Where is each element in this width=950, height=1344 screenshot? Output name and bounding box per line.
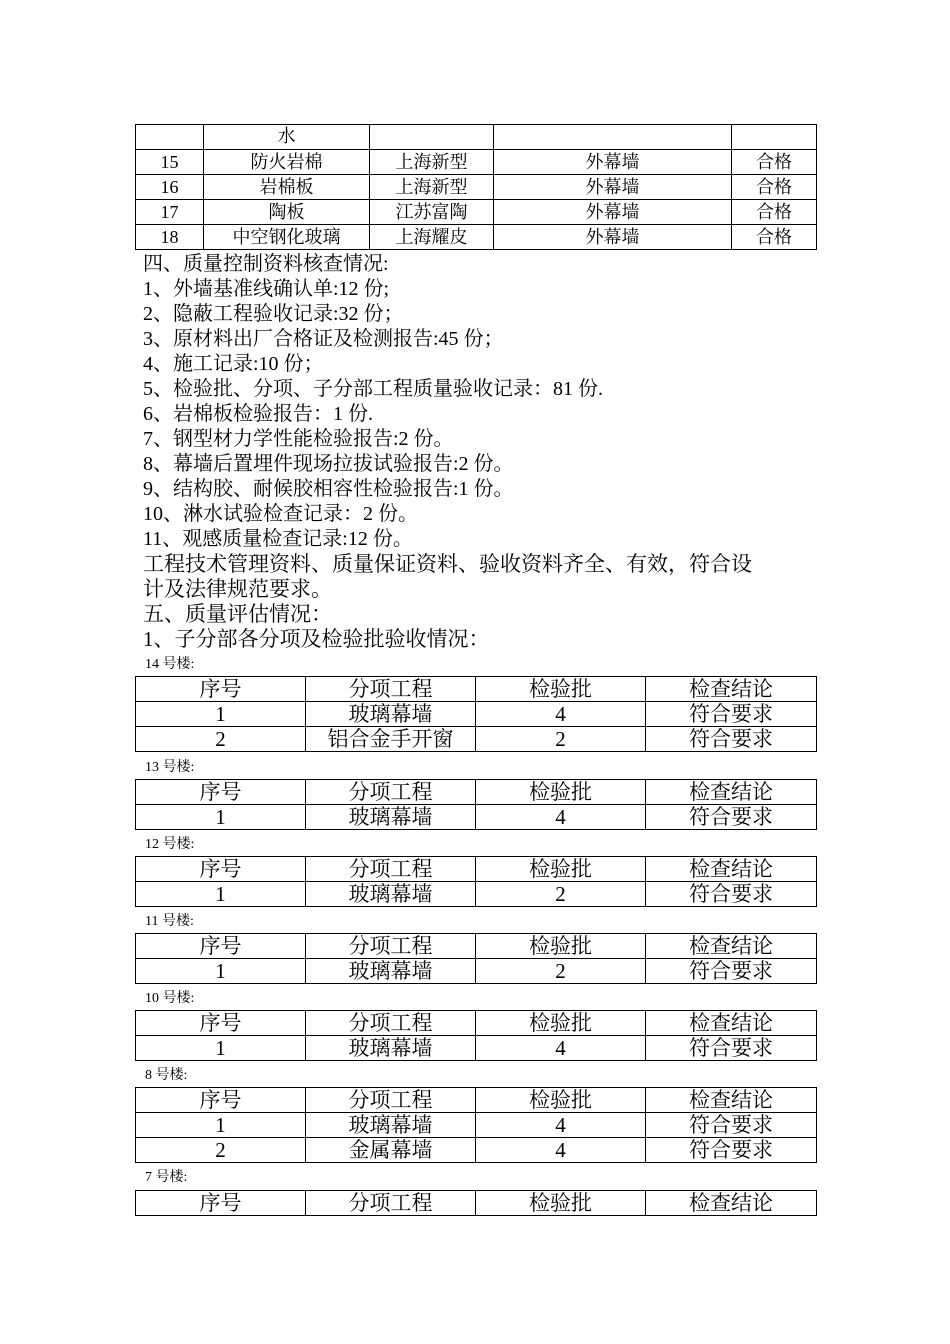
table-cell: 陶板	[204, 200, 370, 225]
table-cell: 水	[204, 125, 370, 150]
table-header-row	[136, 857, 817, 882]
section4-item: 3、原材料出厂合格证及检测报告:45 份；	[143, 328, 504, 350]
header-cell: 分项工程	[306, 857, 476, 882]
table-cell	[370, 125, 494, 150]
header-cell: 分项工程	[306, 1011, 476, 1036]
section4-heading: 四、质量控制资料核查情况:	[143, 253, 389, 275]
table-cell: 外幕墙	[494, 200, 732, 225]
section4-item: 6、岩棉板检验报告：1 份.	[143, 403, 373, 425]
table-cell: 符合要求	[646, 959, 817, 984]
building-label: 13 号楼:	[145, 760, 195, 775]
table-row	[136, 702, 817, 727]
table-row	[136, 225, 817, 250]
header-cell: 检查结论	[646, 934, 817, 959]
section4-item: 10、淋水试验检查记录：2 份。	[143, 503, 418, 525]
section4-item: 8、幕墙后置埋件现场拉拔试验报告:2 份。	[143, 453, 514, 475]
section4-item: 1、外墙基准线确认单:12 份;	[143, 278, 390, 300]
table-cell: 15	[136, 150, 204, 175]
section4-summary: 工程技术管理资料、质量保证资料、验收资料齐全、有效，符合设	[143, 552, 752, 576]
table-cell: 玻璃幕墙	[306, 1113, 476, 1138]
table-cell: 1	[136, 882, 306, 907]
header-cell: 序号	[136, 677, 306, 702]
materials-table	[135, 124, 817, 250]
section4-summary: 计及法律规范要求。	[143, 577, 332, 601]
table-row	[136, 175, 817, 200]
inspection-table	[135, 856, 817, 907]
table-row	[136, 1036, 817, 1061]
table-cell: 2	[476, 959, 646, 984]
table-cell: 1	[136, 1113, 306, 1138]
header-cell: 检验批	[476, 1191, 646, 1216]
table-row	[136, 150, 817, 175]
table-cell: 2	[136, 727, 306, 752]
header-cell: 检验批	[476, 1011, 646, 1036]
building-label: 12 号楼:	[145, 837, 195, 852]
inspection-table	[135, 933, 817, 984]
table-row	[136, 727, 817, 752]
table-cell: 上海新型	[370, 175, 494, 200]
header-cell: 检查结论	[646, 1088, 817, 1113]
table-cell: 4	[476, 1036, 646, 1061]
table-cell: 1	[136, 1036, 306, 1061]
table-cell: 外幕墙	[494, 225, 732, 250]
table-cell: 1	[136, 959, 306, 984]
table-cell: 外幕墙	[494, 150, 732, 175]
table-cell: 符合要求	[646, 805, 817, 830]
table-header-row	[136, 934, 817, 959]
table-cell: 金属幕墙	[306, 1138, 476, 1163]
table-cell: 江苏富陶	[370, 200, 494, 225]
building-label: 10 号楼:	[145, 991, 195, 1006]
table-cell: 上海耀皮	[370, 225, 494, 250]
inspection-table	[135, 1087, 817, 1163]
table-cell: 上海新型	[370, 150, 494, 175]
table-cell: 合格	[732, 200, 817, 225]
table-cell: 合格	[732, 175, 817, 200]
header-cell: 序号	[136, 857, 306, 882]
table-cell: 外幕墙	[494, 175, 732, 200]
table-row	[136, 805, 817, 830]
table-cell: 符合要求	[646, 882, 817, 907]
table-cell: 中空钢化玻璃	[204, 225, 370, 250]
header-cell: 检验批	[476, 934, 646, 959]
table-cell: 1	[136, 805, 306, 830]
header-cell: 检查结论	[646, 1191, 817, 1216]
section5-heading: 五、质量评估情况：	[143, 602, 332, 626]
table-cell: 16	[136, 175, 204, 200]
header-cell: 检查结论	[646, 1011, 817, 1036]
table-cell: 4	[476, 1138, 646, 1163]
header-cell: 序号	[136, 934, 306, 959]
table-header-row	[136, 677, 817, 702]
header-cell: 分项工程	[306, 677, 476, 702]
table-cell: 4	[476, 805, 646, 830]
section4-item: 9、结构胶、耐候胶相容性检验报告:1 份。	[143, 478, 514, 500]
table-cell: 符合要求	[646, 1036, 817, 1061]
header-cell: 检验批	[476, 677, 646, 702]
table-row	[136, 959, 817, 984]
table-cell: 合格	[732, 225, 817, 250]
section4-item: 7、钢型材力学性能检验报告:2 份。	[143, 428, 454, 450]
table-cell: 合格	[732, 150, 817, 175]
table-row	[136, 882, 817, 907]
section4-item: 11、观感质量检查记录:12 份。	[143, 528, 413, 550]
inspection-table	[135, 1190, 817, 1216]
table-cell: 铝合金手开窗	[306, 727, 476, 752]
table-header-row	[136, 1191, 817, 1216]
header-cell: 序号	[136, 780, 306, 805]
table-row	[136, 1113, 817, 1138]
header-cell: 序号	[136, 1011, 306, 1036]
table-cell: 玻璃幕墙	[306, 882, 476, 907]
table-cell: 玻璃幕墙	[306, 959, 476, 984]
building-label: 14 号楼:	[145, 657, 195, 672]
header-cell: 分项工程	[306, 780, 476, 805]
table-cell: 1	[136, 702, 306, 727]
header-cell: 检查结论	[646, 857, 817, 882]
inspection-table	[135, 779, 817, 830]
inspection-table	[135, 676, 817, 752]
table-cell: 玻璃幕墙	[306, 1036, 476, 1061]
table-cell: 2	[476, 882, 646, 907]
table-cell	[136, 125, 204, 150]
table-header-row	[136, 1088, 817, 1113]
table-cell: 17	[136, 200, 204, 225]
header-cell: 分项工程	[306, 1088, 476, 1113]
table-cell: 防火岩棉	[204, 150, 370, 175]
header-cell: 检验批	[476, 1088, 646, 1113]
table-cell: 4	[476, 702, 646, 727]
header-cell: 分项工程	[306, 1191, 476, 1216]
building-label: 11 号楼:	[145, 914, 194, 929]
section5-subheading: 1、子分部各分项及检验批验收情况：	[143, 627, 490, 651]
table-row	[136, 125, 817, 150]
table-cell: 2	[136, 1138, 306, 1163]
table-cell: 岩棉板	[204, 175, 370, 200]
table-header-row	[136, 780, 817, 805]
header-cell: 序号	[136, 1088, 306, 1113]
table-cell: 玻璃幕墙	[306, 702, 476, 727]
table-cell: 符合要求	[646, 727, 817, 752]
header-cell: 检验批	[476, 857, 646, 882]
header-cell: 序号	[136, 1191, 306, 1216]
table-cell: 18	[136, 225, 204, 250]
building-label: 7 号楼:	[145, 1170, 188, 1185]
table-cell: 符合要求	[646, 1138, 817, 1163]
header-cell: 检查结论	[646, 677, 817, 702]
section4-item: 5、检验批、分项、子分部工程质量验收记录：81 份.	[143, 378, 603, 400]
table-header-row	[136, 1011, 817, 1036]
table-cell: 玻璃幕墙	[306, 805, 476, 830]
table-cell	[494, 125, 732, 150]
table-cell: 2	[476, 727, 646, 752]
table-row	[136, 1138, 817, 1163]
section4-item: 2、隐蔽工程验收记录:32 份；	[143, 303, 404, 325]
table-cell: 符合要求	[646, 702, 817, 727]
table-row	[136, 200, 817, 225]
header-cell: 检查结论	[646, 780, 817, 805]
building-label: 8 号楼:	[145, 1068, 188, 1083]
table-cell: 4	[476, 1113, 646, 1138]
table-cell	[732, 125, 817, 150]
header-cell: 分项工程	[306, 934, 476, 959]
header-cell: 检验批	[476, 780, 646, 805]
inspection-table	[135, 1010, 817, 1061]
section4-item: 4、施工记录:10 份；	[143, 353, 324, 375]
table-cell: 符合要求	[646, 1113, 817, 1138]
